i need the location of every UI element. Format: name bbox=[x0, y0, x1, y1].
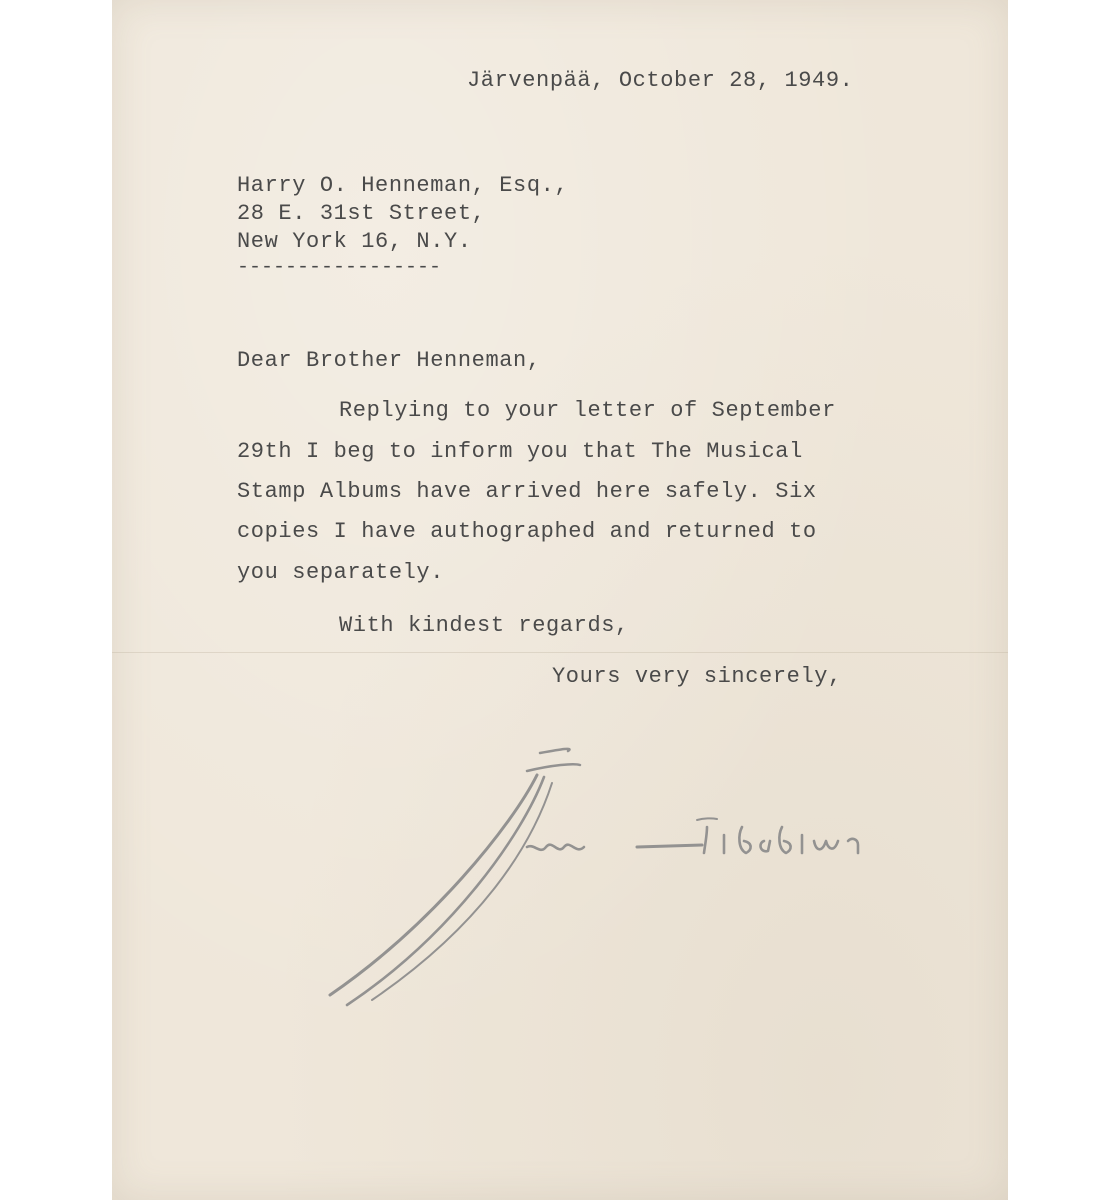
handwritten-signature bbox=[312, 735, 992, 1015]
body-line: Replying to your letter of September bbox=[339, 398, 836, 423]
body-line: 29th I beg to inform you that The Musical bbox=[237, 439, 803, 464]
closing-regards: With kindest regards, bbox=[339, 613, 629, 638]
address-underline: ----------------- bbox=[237, 256, 442, 279]
body-line: Stamp Albums have arrived here safely. Six bbox=[237, 479, 817, 504]
letter-paper bbox=[112, 0, 1008, 1200]
closing-sign-off: Yours very sincerely, bbox=[552, 664, 842, 689]
body-line: you separately. bbox=[237, 560, 445, 585]
recipient-street: 28 E. 31st Street, bbox=[237, 201, 486, 226]
paper-fold-line bbox=[112, 652, 1008, 653]
recipient-name: Harry O. Henneman, Esq., bbox=[237, 173, 569, 198]
body-line: copies I have authographed and returned to bbox=[237, 519, 817, 544]
salutation: Dear Brother Henneman, bbox=[237, 348, 541, 373]
letter-date: Järvenpää, October 28, 1949. bbox=[467, 68, 854, 93]
recipient-city: New York 16, N.Y. bbox=[237, 229, 472, 254]
